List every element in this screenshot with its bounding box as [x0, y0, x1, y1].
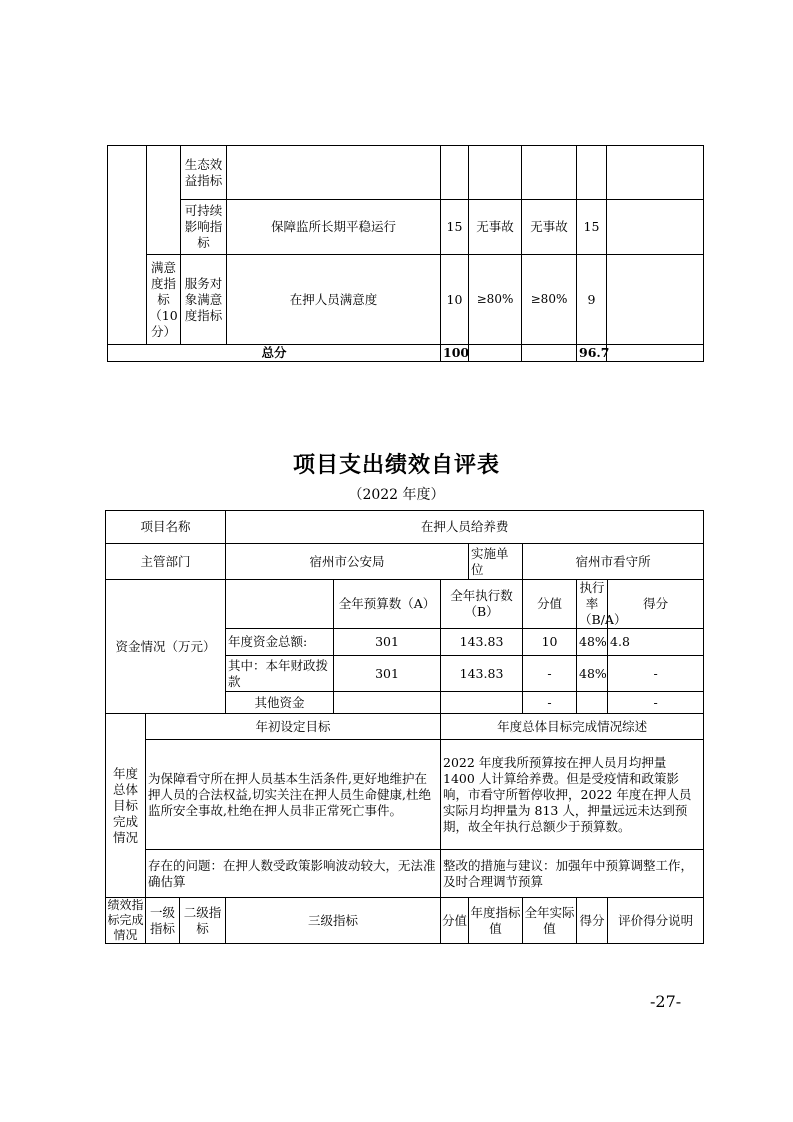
total-score: 96.7	[577, 345, 607, 362]
impl-value: 宿州市看守所	[523, 544, 704, 580]
score-header: 得分	[577, 898, 608, 944]
goal-summary-header: 年度总体目标完成情况综述	[441, 714, 704, 740]
funds-budget-header: 全年预算数（A）	[334, 580, 441, 629]
target-cell: 无事故	[469, 200, 522, 255]
funds-budget-value	[334, 692, 441, 714]
score-cell: 9	[577, 255, 607, 345]
target-cell	[469, 146, 522, 200]
project-name-label: 项目名称	[106, 511, 226, 544]
year-subtitle: （2022 年度）	[348, 487, 445, 503]
indicator-table-continued	[107, 145, 704, 362]
goal-summary-text: 2022 年度我所预算按在押人员月均押量 1400 人计算给养费。但是受疫情和政策影响，市看守所暂停收押，2022 年度在押人员实际月均押量为 813 人，押量远远未达到预期，故全年执行总额少于预算数。	[441, 740, 704, 850]
note-cell	[607, 200, 704, 255]
level1-header: 一级指标	[146, 898, 180, 944]
level2-cell: 可持续影响指标	[181, 200, 227, 255]
note-cell	[607, 255, 704, 345]
funds-score-value: -	[608, 656, 704, 692]
funds-budget-value: 301	[334, 629, 441, 656]
performance-self-evaluation-table	[105, 510, 704, 944]
level3-cell: 在押人员满意度	[227, 255, 441, 345]
actual-cell: ≥80%	[522, 255, 577, 345]
level3-cell	[227, 146, 441, 200]
total-label: 总分	[108, 345, 441, 362]
funds-rate-value	[577, 692, 608, 714]
funds-budget-value: 301	[334, 656, 441, 692]
score-full-header: 分值	[441, 898, 469, 944]
funds-score-full-value: -	[523, 656, 577, 692]
funds-rate-header: 执行率（B/A）	[577, 580, 608, 629]
funds-row-label: 年度资金总额:	[226, 629, 334, 656]
blank-cell	[226, 580, 334, 629]
blank-cell	[147, 146, 181, 255]
funds-row-label: 其他资金	[226, 692, 334, 714]
total-score-full: 100	[441, 345, 469, 362]
target-cell: ≥80%	[469, 255, 522, 345]
funds-score-value: 4.8	[608, 629, 704, 656]
funds-rate-value: 48%	[577, 629, 608, 656]
funds-exec-header: 全年执行数（B）	[441, 580, 523, 629]
page-title: 项目支出绩效自评表	[292, 453, 500, 478]
score-full-cell: 10	[441, 255, 469, 345]
note-header: 评价得分说明	[608, 898, 704, 944]
score-full-cell: 15	[441, 200, 469, 255]
level1-cell: 满意度指标（10分）	[147, 255, 181, 345]
actual-cell	[522, 146, 577, 200]
measures-text: 整改的措施与建议：加强年中预算调整工作，及时合理调节预算	[441, 850, 704, 898]
blank-cell	[607, 345, 704, 362]
impl-label: 实施单位	[469, 544, 523, 580]
goal-set-text: 为保障看守所在押人员基本生活条件,更好地维护在押人员的合法权益,切实关注在押人员生命健康,杜绝监所安全事故,杜绝在押人员非正常死亡事件。	[146, 740, 441, 850]
funds-score-header: 得分	[608, 580, 704, 629]
level3-cell: 保障监所长期平稳运行	[227, 200, 441, 255]
funds-row-label: 其中：本年财政拨款	[226, 656, 334, 692]
goal-label: 年度总体目标完成情况	[106, 714, 146, 898]
note-cell	[607, 146, 704, 200]
target-header: 年度指标值	[469, 898, 523, 944]
funds-exec-value: 143.83	[441, 629, 523, 656]
perf-indicator-label: 绩效指标完成情况	[107, 898, 144, 942]
score-full-cell	[441, 146, 469, 200]
page-number: -27-	[650, 992, 682, 1011]
blank-cell	[522, 345, 577, 362]
actual-cell: 无事故	[522, 200, 577, 255]
problem-text: 存在的问题：在押人数受政策影响波动较大，无法准确估算	[146, 850, 441, 898]
level2-header: 二级指标	[180, 898, 226, 944]
funds-exec-value: 143.83	[441, 656, 523, 692]
level3-header: 三级指标	[226, 898, 441, 944]
funds-label: 资金情况（万元）	[106, 580, 226, 714]
goal-set-header: 年初设定目标	[146, 714, 441, 740]
funds-score-value: -	[608, 692, 704, 714]
actual-header: 全年实际值	[523, 898, 577, 944]
dept-label: 主管部门	[106, 544, 226, 580]
funds-score-full-header: 分值	[523, 580, 577, 629]
blank-cell	[469, 345, 522, 362]
funds-exec-value	[441, 692, 523, 714]
project-name-value: 在押人员给养费	[226, 511, 704, 544]
funds-rate-value: 48%	[577, 656, 608, 692]
funds-score-full-value: -	[523, 692, 577, 714]
score-cell	[577, 146, 607, 200]
level2-cell: 生态效益指标	[181, 146, 227, 200]
score-cell: 15	[577, 200, 607, 255]
funds-score-full-value: 10	[523, 629, 577, 656]
blank-cell	[108, 146, 147, 345]
level2-cell: 服务对象满意度指标	[181, 255, 227, 345]
dept-value: 宿州市公安局	[226, 544, 469, 580]
